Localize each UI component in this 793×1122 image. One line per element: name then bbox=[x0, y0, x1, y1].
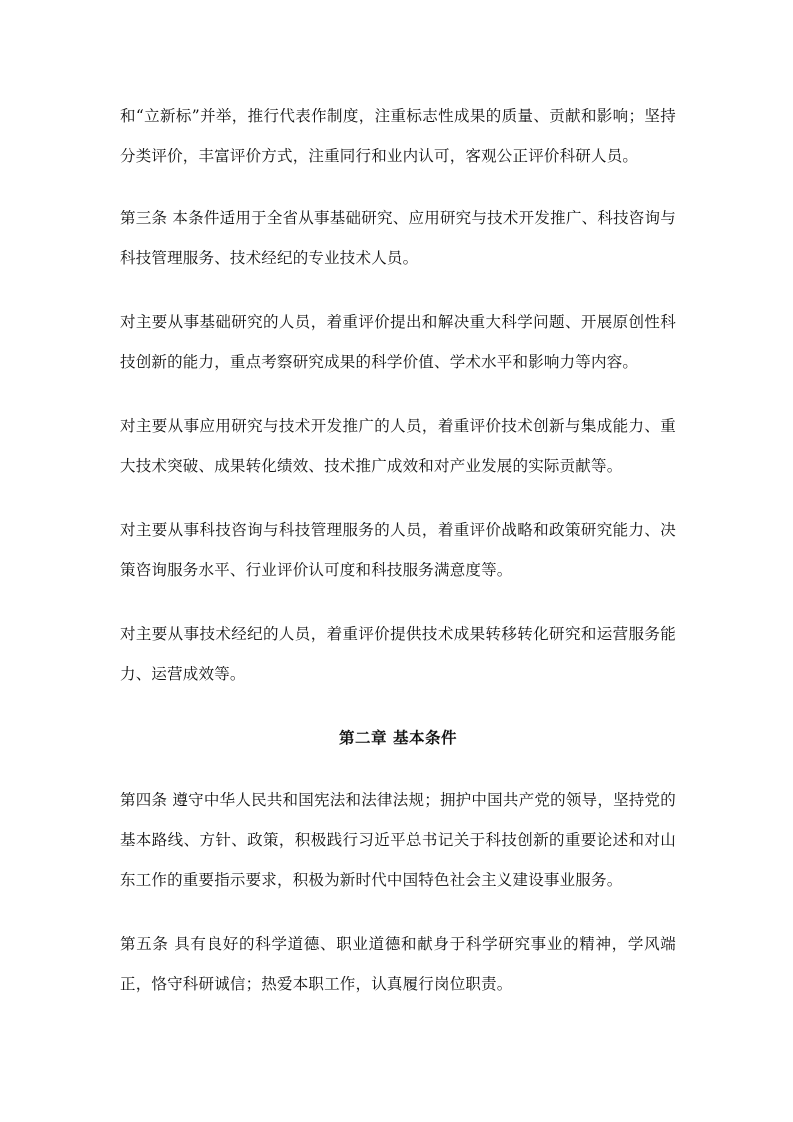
paragraph-basic-research: 对主要从事基础研究的人员，着重评价提出和解决重大科学问题、开展原创性科技创新的能力，重点考察研究成果的科学价值、学术水平和影响力等内容。 bbox=[120, 313, 676, 371]
paragraph-article-4: 第四条 遵守中华人民共和国宪法和法律法规；拥护中国共产党的领导，坚持党的基本路线、方针、政策，积极践行习近平总书记关于科技创新的重要论述和对山东工作的重要指示要求，积极为新时代中国特色社会主义建设事业服务。 bbox=[120, 791, 676, 889]
paragraph-article-5: 第五条 具有良好的科学道德、职业道德和献身于科学研究事业的精神，学风端正，恪守科研诚信；热爱本职工作，认真履行岗位职责。 bbox=[120, 935, 676, 993]
chapter-heading: 第二章 基本条件 bbox=[339, 729, 457, 747]
paragraph-evaluation-principles: 和“立新标”并举，推行代表作制度，注重标志性成果的质量、贡献和影响；坚持分类评价，丰富评价方式，注重同行和业内认可，客观公正评价科研人员。 bbox=[120, 107, 676, 165]
paragraph-article-3: 第三条 本条件适用于全省从事基础研究、应用研究与技术开发推广、科技咨询与科技管理服务、技术经纪的专业技术人员。 bbox=[120, 209, 676, 267]
paragraph-technology-brokerage: 对主要从事技术经纪的人员，着重评价提供技术成果转移转化研究和运营服务能力、运营成效等。 bbox=[120, 625, 676, 683]
document-page bbox=[120, 96, 676, 1028]
paragraph-consulting-management: 对主要从事科技咨询与科技管理服务的人员，着重评价战略和政策研究能力、决策咨询服务水平、行业评价认可度和科技服务满意度等。 bbox=[120, 521, 676, 579]
paragraph-applied-research: 对主要从事应用研究与技术开发推广的人员，着重评价技术创新与集成能力、重大技术突破、成果转化绩效、技术推广成效和对产业发展的实际贡献等。 bbox=[120, 417, 676, 475]
